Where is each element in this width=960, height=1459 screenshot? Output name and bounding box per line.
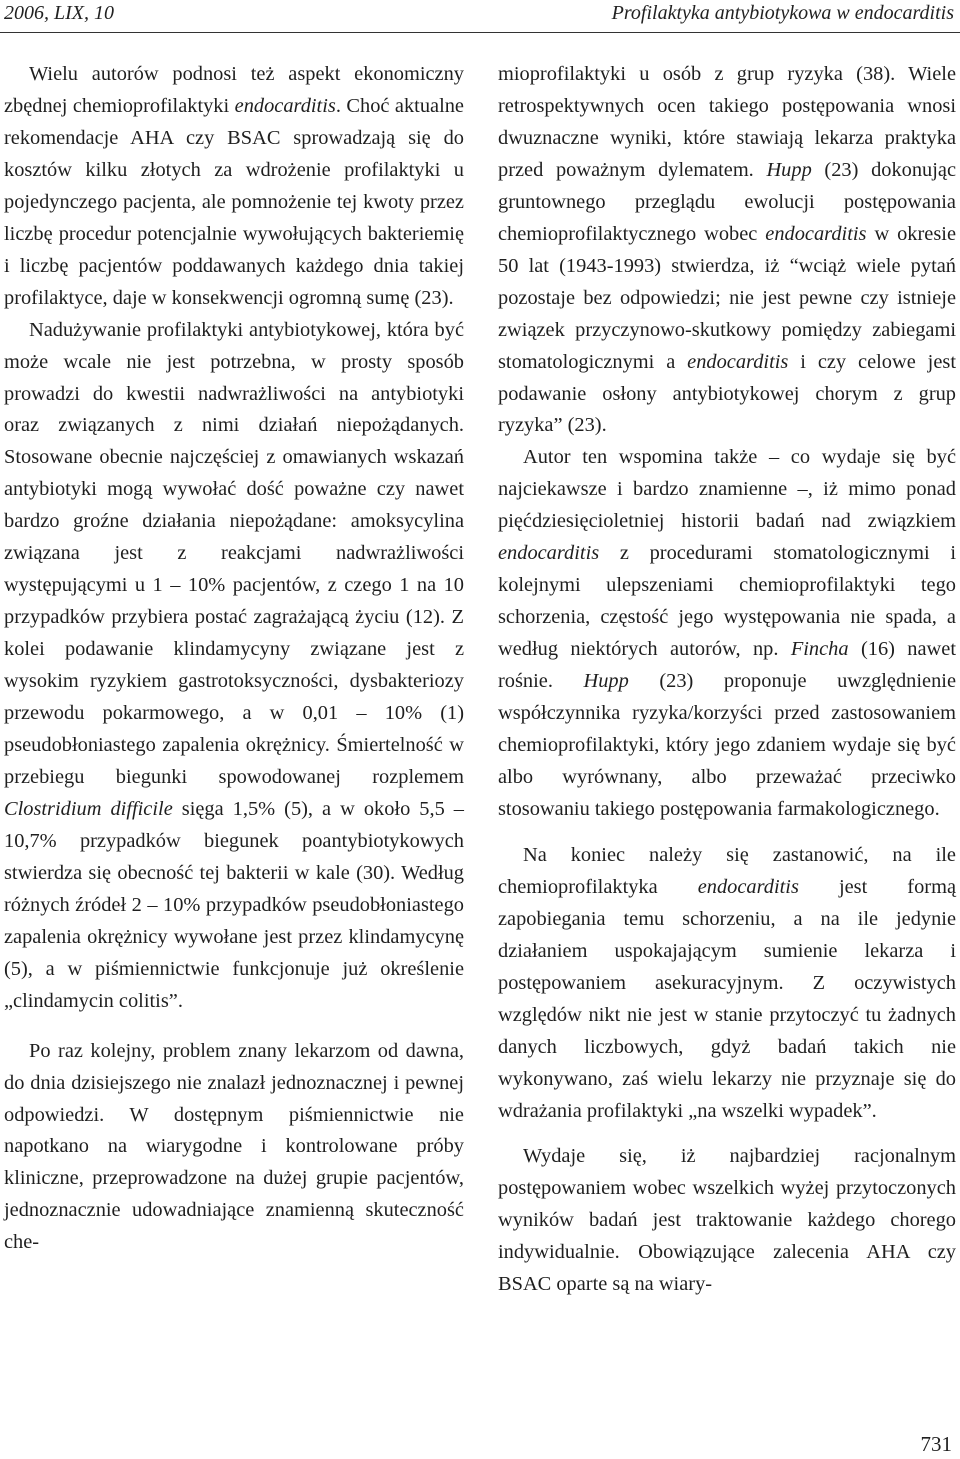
journal-issue: 2006, LIX, 10 [4,2,114,24]
header-rule [0,32,960,33]
right-column [498,59,956,1301]
paragraph-individual-approach: Wydaje się, iż najbardziej racjonalnym postępowaniem wobec wszelkich wyżej przytoczonych wyników badań jest traktowanie każdego chorego indywidualnie. Obowiązujące zalecenia AHA czy BSAC oparte są na wiary- [498,1145,956,1296]
left-column [4,59,464,1259]
article-running-title: Profilaktyka antybiotykowa w endocarditis [611,2,954,24]
paragraph-incidence-not-falling: Autor ten wspomina także – co wydaje się być najciekawsze i bardzo znamienne –, iż mimo ponad pięćdziesięcioletniej historii badań nad związkiem endocarditis z procedurami stomatologicznymi i kolejnymi ulepszeniami chemioprofilaktyki tego schorzenia, częstość jego występowania nie spada, a według niektórych autorów, np. Fincha (16) nawet rośnie. Hupp (23) proponuje uwzględnienie współczynnika ryzyka/korzyści przed zastosowaniem chemioprofilaktyki, który jego zdaniem wydaje się być albo wyrównany, albo przeważać przeciwko stosowaniu takiego postępowania farmakologicznego. [498,446,956,820]
paragraph-economic-aspect: Wielu autorów podnosi też aspekt ekonomiczny zbędnej chemioprofilaktyki endocarditis. Choć aktualne rekomendacje AHA czy BSAC sprowadzają się do kosztów kilku złotych za wdrożenie profilaktyki u pojedynczego pacjenta, ale pomnożenie tej kwoty przez liczbę procedur potencjalnie wywołujących bakteriemię i liczbę pacjentów poddawanych każdego dnia takiej profilaktyce, daje w konsekwencji ogromną sumę (23). [4,63,464,309]
paragraph-antibiotic-overuse: Nadużywanie profilaktyki antybiotykowej, która być może wcale nie jest potrzebna, w prosty sposób prowadzi do kwestii nadwrażliwości na antybiotyki oraz związanych z nimi działań niepożądanych. Stosowane obecnie najczęściej z omawianych wskazań antybiotyki mogą wywołać dość poważne czy nawet bardzo groźne działania niepożądane: amoksycylina związana jest z reakcjami nadwrażliwości występującymi u 1 – 10% pacjentów, z czego 1 na 10 przypadków przybiera postać zagrażającą życiu (12). Z kolei podawanie klindamycyny związane jest z wysokim ryzykiem gastrotoksyczności, dysbakteriozy przewodu pokarmowego, a w 0,01 – 10% (1) pseudobłoniastego zapalenia okrężnicy. Śmiertelność w przebiegu biegunki spowodowanej rozplemem Clostridium difficile sięga 1,5% (5), a w około 5,5 – 10,7% przypadków biegunek poantybiotykowych stwierdza się obecność tej bakterii w kale (30). Według różnych źródeł 2 – 10% przypadków pseudobłoniastego zapalenia okrężnicy wywołane jest przez klindamycynę (5), a w piśmiennictwie funkcjonuje już określenie „clindamycin colitis”. [4,318,465,1012]
paragraph-retrospective-evaluations: mioprofilaktyki u osób z grup ryzyka (38). Wiele retrospektywnych ocen takiego postępowania wnosi dwuznaczne wyniki, które stawiają lekarza praktyka przed poważnym dylematem. Hupp (23) dokonując gruntownego przeglądu ewolucji postępowania chemioprofilaktycznego wobec endocarditis w okresie 50 lat (1943-1993) stwierdza, iż “wciąż wiele pytań pozostaje bez odpowiedzi; nie jest pewne czy istnieje związek przyczynowo-skutkowy pomiędzy zabiegami stomatologicznymi a endocarditis i czy celowe jest podawanie osłony antybiotykowej chorym z grup ryzyka” (23). [498,63,957,437]
paragraph-no-answer: Po raz kolejny, problem znany lekarzom od dawna, do dnia dzisiejszego nie znalazł jednoznacznej i pewnej odpowiedzi. W dostępnym piśmiennictwie nie napotkano na wiarygodne i kontrolowane próby kliniczne, przeprowadzone na dużej grupie pacjentów, jednoznacznie udowadniające znamienną skuteczność che- [4,1039,464,1254]
paragraph-prevention-question: Na koniec należy się zastanowić, na ile chemioprofilaktyka endocarditis jest formą zapobiegania temu schorzeniu, a na ile jedynie działaniem uspokajającym sumienie lekarza i postępowaniem asekuracyjnym. Z oczywistych względów nikt nie jest w stanie przytoczyć tu żadnych danych liczbowych, gdyż badań takich nie wykonywano, zaś wielu lekarzy nie przyznaje się do wdrażania profilaktyki „na wszelki wypadek”. [498,843,956,1122]
running-header [0,0,960,26]
page-number: 731 [920,1432,952,1456]
